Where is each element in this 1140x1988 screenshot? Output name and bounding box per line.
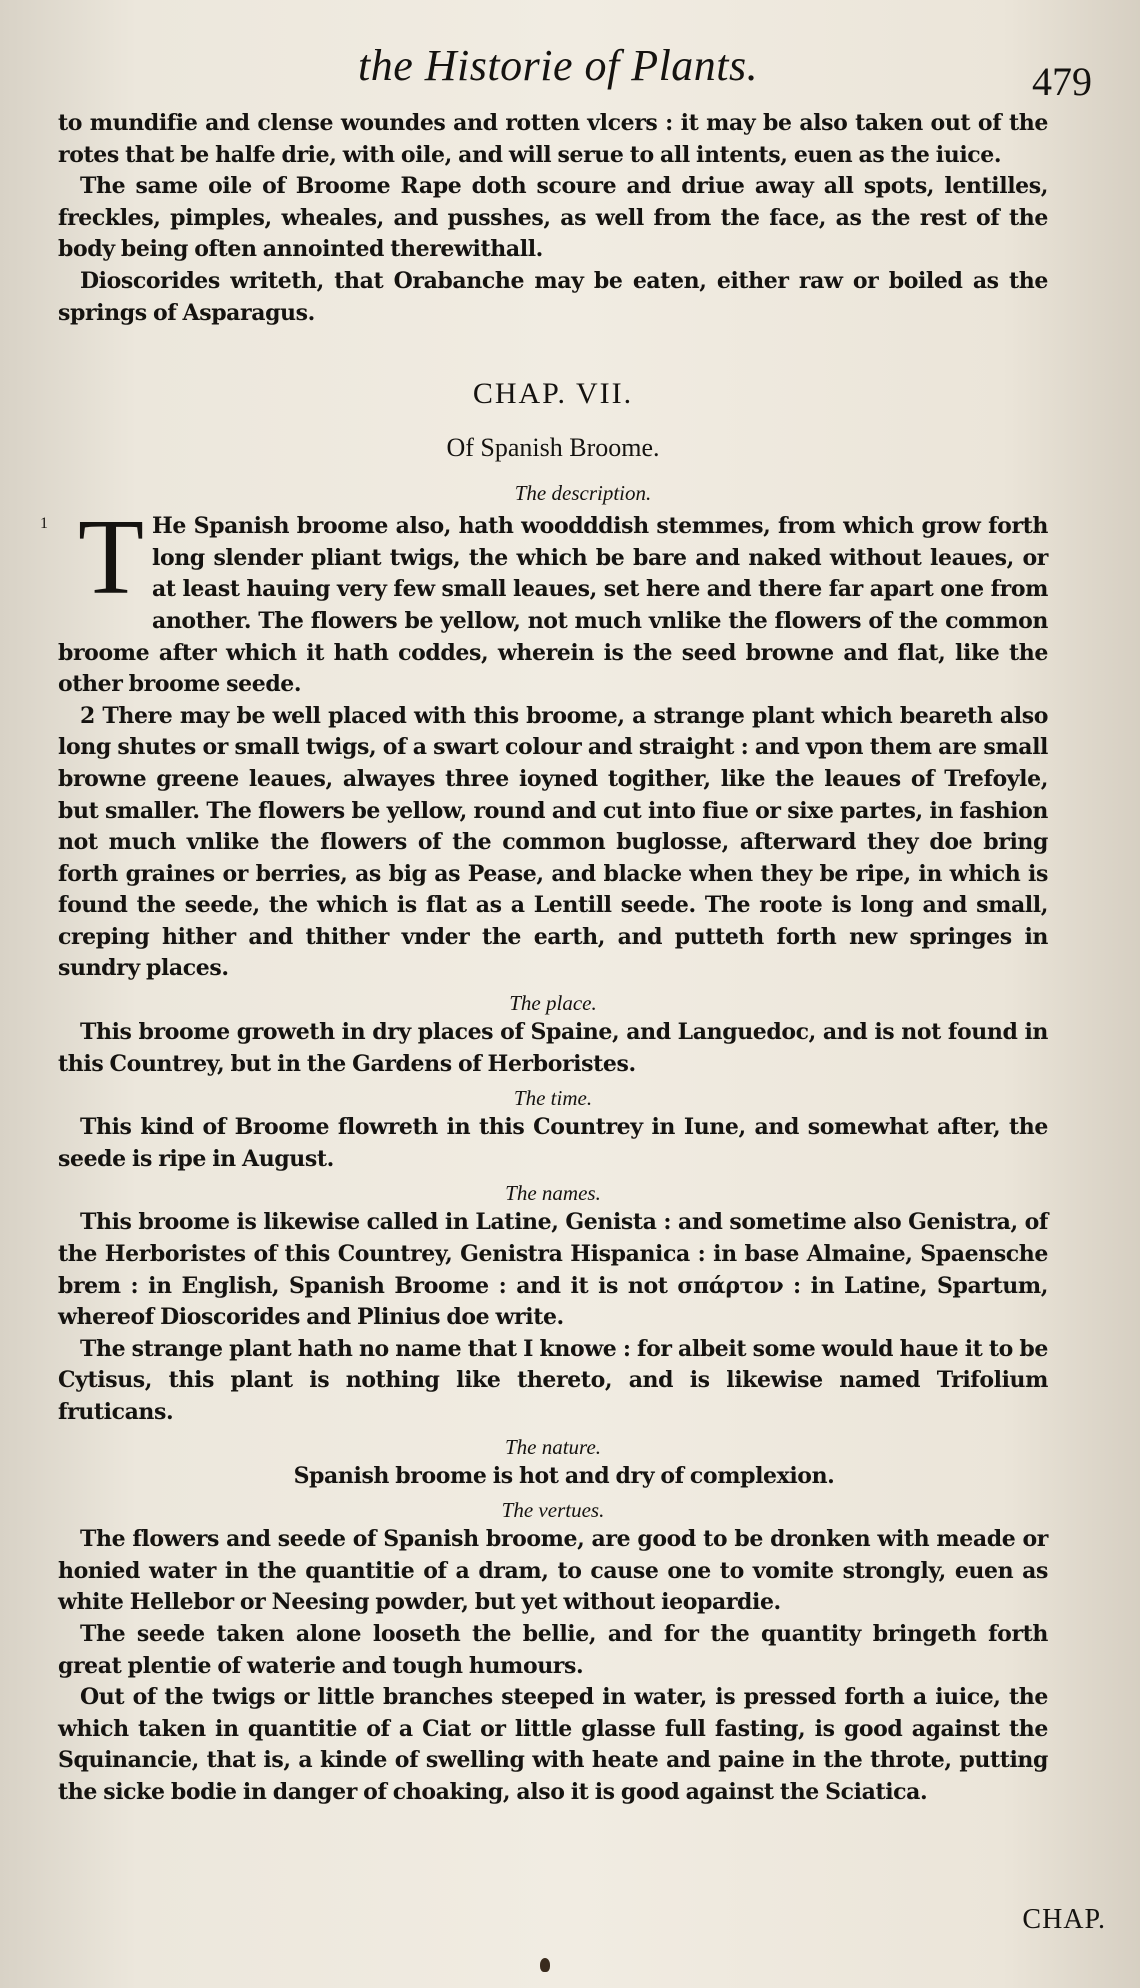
section-label-vertues: The vertues. (501, 1498, 605, 1523)
running-head (58, 30, 1092, 108)
printer-mark-icon (540, 1958, 550, 1972)
vertues-text-3: Out of the twigs or little branches steeped in water, is pressed forth a iuice, the which taken in quantitie of a Ciat or little glasse full fasting, is good against the Squinancie, that is, a kinde of swelling with heate and paine in the throte, putting the sicke bodie in danger of choaking, also it is good against the Sciatica. (58, 1684, 1048, 1805)
section-label-place: The place. (509, 991, 597, 1016)
catchword: CHAP. (1022, 1904, 1106, 1935)
nature-text: Spanish broome is hot and dry of complexion. (293, 1462, 835, 1489)
description-text-2: 2 There may be well placed with this broome, a strange plant which beareth also long shutes or small twigs, of a swart colour and straight : and vpon them are small browne greene leaues, alwayes three ioyned togither, like the leaues of Trefoyle, but smaller. The flowers be yellow, round and cut into fiue or sixe partes, in fashion not much vnlike the flowers of the common buglosse, afterward they doe bring forth graines or berries, as big as Pease, and blacke when they be ripe, in which is found the seede, the which is flat as a Lentill seede. The roote is long and small, creping hither and thither vnder the earth, and putteth forth new springes in sundry places. (58, 702, 1048, 982)
place-text: This broome groweth in dry places of Spaine, and Languedoc, and is not found in this Countrey, but in the Gardens of Herboristes. (58, 1019, 1048, 1077)
time-text: This kind of Broome flowreth in this Countrey in Iune, and somewhat after, the seede is ripe in August. (58, 1114, 1048, 1172)
chapter-title: Of Spanish Broome. (446, 433, 660, 463)
drop-cap: T (78, 498, 144, 618)
paragraph-oil-of-broome-rape: The same oile of Broome Rape doth scoure and driue away all spots, lentilles, freckles, pimples, wheales, and pusshes, as well from the face, as the rest of the body being often annointed therewithall. (58, 173, 1048, 263)
description-text-1: He Spanish broome also, hath woodddish stemmes, from which grow forth long slender pliant twigs, the which be bare and naked without leaues, or at least hauing very few small leaues, set here and there far apart one from another. The flowers be yellow, not much vnlike the flowers of the common broome after which it hath coddes, wherein is the seed browne and flat, like the other broome seede. (58, 513, 1048, 698)
description-item-1 (40, 498, 1048, 701)
item-number: 1 (40, 515, 48, 533)
names-text-2: The strange plant hath no name that I knowe : for albeit some would haue it to be Cytisus, this plant is nothing like thereto, and is likewise named Trifolium fruticans. (58, 1335, 1048, 1425)
section-label-nature: The nature. (504, 1434, 602, 1459)
names-text-1: This broome is likewise called in Latine, Genista : and sometime also Genistra, of the Herboristes of this Countrey, Genistra Hispanica : in base Almaine, Spaensche brem : in English, Spanish Broome : and it is not σπάρτον : in Latine, Spartum, whereof Dioscorides and Plinius doe write. (58, 1209, 1048, 1331)
section-label-description: The description. (514, 481, 652, 506)
vertues-text-1: The flowers and seede of Spanish broome, are good to be dronken with meade or honied water in the quantitie of a dram, to cause one to vomite strongly, euen as white Hellebor or Neesing powder, but yet without ieopardie. (58, 1526, 1048, 1616)
paragraph-dioscorides-orabanche: Dioscorides writeth, that Orabanche may be eaten, either raw or boiled as the springs of Asparagus. (58, 267, 1048, 326)
page-number: 479 (1032, 59, 1092, 104)
vertues-text-2: The seede taken alone looseth the bellie, and for the quantity bringeth forth great plentie of waterie and tough humours. (58, 1620, 1048, 1679)
paragraph-wound-cleansing: to mundifie and clense woundes and rotten vlcers : it may be also taken out of the rotes that be halfe drie, with oile, and will serue to all intents, euen as the iuice. (58, 110, 1048, 168)
section-label-time: The time. (513, 1086, 593, 1111)
chapter-heading: CHAP. VII. (472, 377, 634, 411)
section-label-names: The names. (505, 1181, 601, 1206)
running-title: the Historie of Plants. (358, 41, 759, 90)
